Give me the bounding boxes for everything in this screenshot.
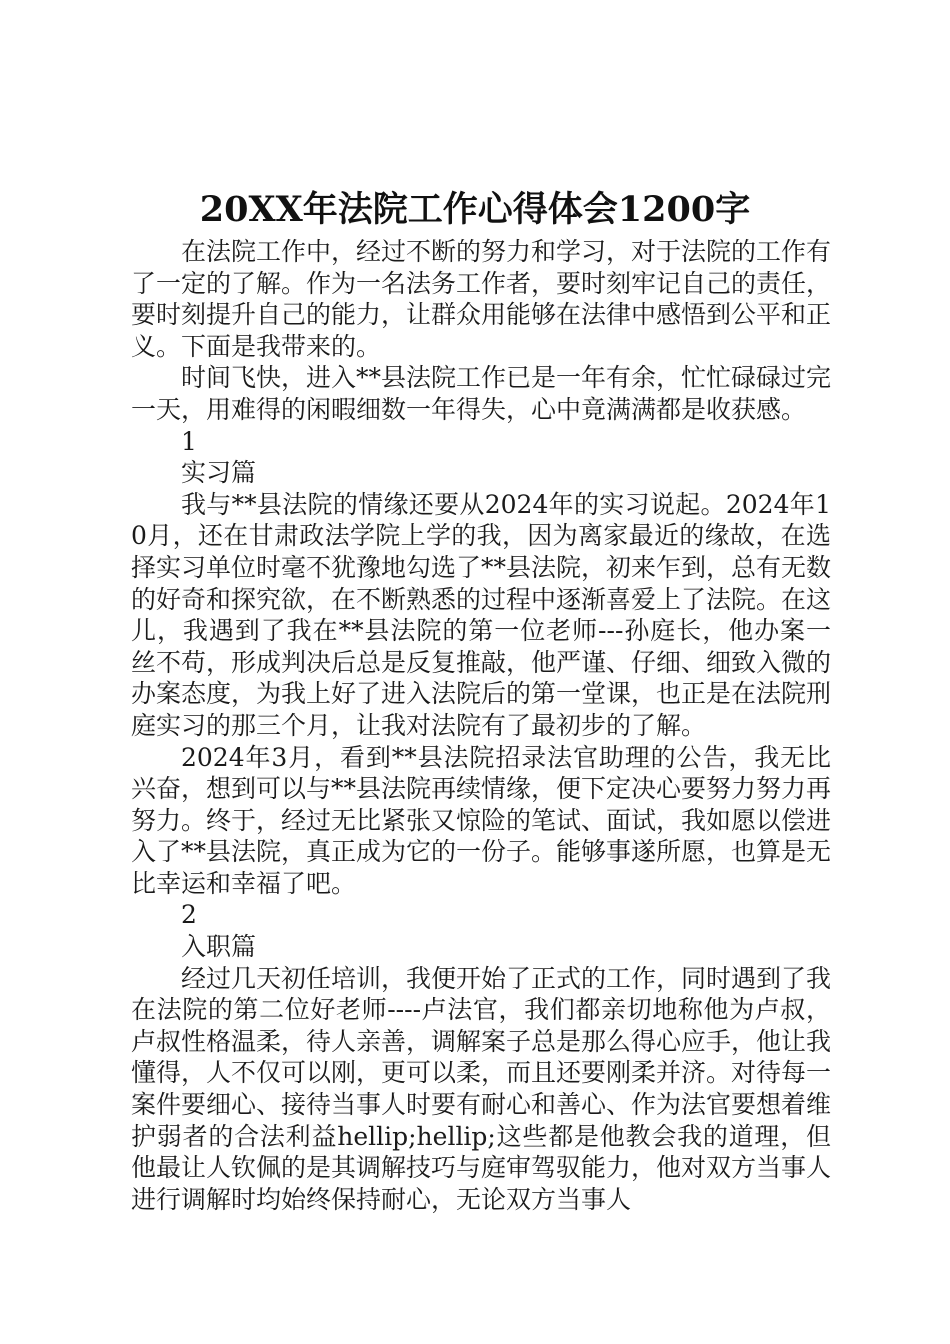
paragraph-onboarding: 经过几天初任培训，我便开始了正式的工作，同时遇到了我在法院的第二位好老师----卢法官，我们都亲切地称他为卢叔，卢叔性格温柔，待人亲善，调解案子总是那么得心应手，他让我懂得，人不仅可以刚，更可以柔，而且还要刚柔并济。对待每一案件要细心、接待当事人时要有耐心和善心、作为法官要想着维护弱者的合法利益hellip;hellip;这些都是他教会我的道理，但他最让人钦佩的是其调解技巧与庭审驾驭能力，他对双方当事人进行调解时均始终保持耐心，无论双方当事人 (131, 963, 832, 1214)
section-number-1: 1 (181, 426, 197, 456)
paragraph-internship: 我与**县法院的情缘还要从2024年的实习说起。2024年10月，还在甘肃政法学院上学的我，因为离家最近的缘故，在选择实习单位时毫不犹豫地勾选了**县法院，初来乍到，总有无数的好奇和探究欲，在不断熟悉的过程中逐渐喜爱上了法院。在这儿，我遇到了我在**县法院的第一位老师---孙庭长，他办案一丝不苟，形成判决后总是反复推敲，他严谨、仔细、细致入微的办案态度，为我上好了进入法院后的第一堂课，也正是在法院刑庭实习的那三个月，让我对法院有了最初步的了解。 (131, 489, 832, 740)
section-heading-onboarding: 入职篇 (181, 932, 257, 962)
paragraph-time: 时间飞快，进入**县法院工作已是一年有余，忙忙碌碌过完一天，用难得的闲暇细数一年得失，心中竟满满都是收获感。 (131, 363, 832, 424)
paragraph-intro: 在法院工作中，经过不断的努力和学习，对于法院的工作有了一定的了解。作为一名法务工作者，要时刻牢记自己的责任，要时刻提升自己的能力，让群众用能够在法律中感悟到公平和正义。下面是我带来的。 (131, 237, 832, 361)
section-number-2: 2 (181, 900, 197, 930)
document-body (131, 236, 831, 1215)
paragraph-recruitment: 2024年3月，看到**县法院招录法官助理的公告，我无比兴奋，想到可以与**县法院再续情缘，便下定决心要努力努力再努力。终于，经过无比紧张又惊险的笔试、面试，我如愿以偿进入了**县法院，真正成为它的一份子。能够事遂所愿，也算是无比幸运和幸福了吧。 (131, 742, 832, 898)
section-heading-internship: 实习篇 (181, 458, 257, 488)
document-title: 20XX年法院工作心得体会1200字 (199, 189, 751, 230)
